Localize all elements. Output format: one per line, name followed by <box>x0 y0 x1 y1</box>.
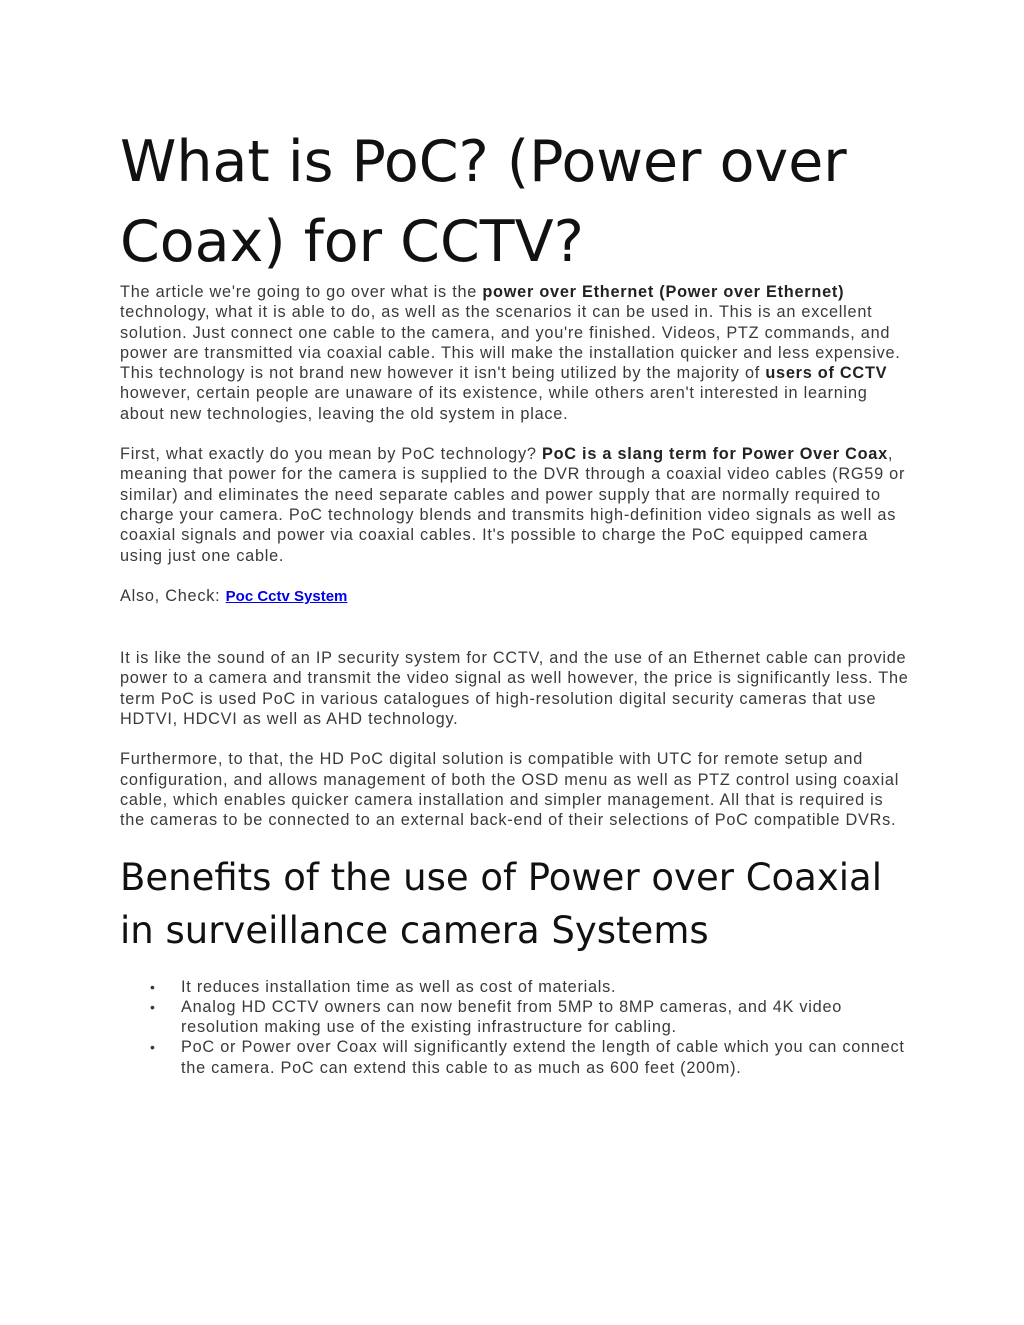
definition-text-2: , meaning that power for the camera is supplied to the DVR through a coaxial video cables (RG59 or similar) and eliminates the need separate cables and power supply that are normally required to charge your camera. PoC technology blends and transmits high-definition video signals as well as coaxial signals and power via coaxial cables. It's possible to charge the PoC equipped camera using just one cable. <box>120 445 906 565</box>
benefits-list <box>120 977 910 1078</box>
hd-poc-paragraph: Furthermore, to that, the HD PoC digital solution is compatible with UTC for remote setup and configuration, and allows management of both the OSD menu as well as PTZ control using coaxial cable, which enables quicker camera installation and simpler management. All that is required is the cameras to be connected to an external back-end of their selections of PoC compatible DVRs. <box>120 750 900 830</box>
intro-text-2: technology, what it is able to do, as well as the scenarios it can be used in. This is an excellent solution. Just connect one cable to the camera, and you're finished. Videos, PTZ commands, and power are transmitted via coaxial cable. This will make the installation quicker and less expensive. This technology is not brand new however it isn't being utilized by the majority of <box>120 303 901 383</box>
definition-paragraph <box>120 444 910 566</box>
definition-text-1: First, what exactly do you mean by PoC technology? <box>120 445 542 464</box>
intro-bold-cctv-users: users of CCTV <box>765 364 888 383</box>
list-item <box>150 977 910 997</box>
intro-paragraph <box>120 282 910 424</box>
intro-bold-poe: power over Ethernet (Power over Ethernet) <box>482 283 845 301</box>
intro-text-3: however, certain people are unaware of its existence, while others aren't interested in learning about new technologies, leaving the old system in place. <box>120 384 868 423</box>
intro-text-1: The article we're going to go over what is the <box>120 283 483 301</box>
ip-comparison-paragraph: It is like the sound of an IP security system for CCTV, and the use of an Ethernet cable can provide power to a camera and transmit the video signal as well however, the price is significantly less. The term PoC is used PoC in various catalogues of high-resolution digital security cameras that use HDTVI, HDCVI as well as AHD technology. <box>120 649 909 729</box>
benefit-text: PoC or Power over Coax will significantly extend the length of cable which you can connect the camera. PoC can extend this cable to as much as 600 feet (200m). <box>181 1038 905 1077</box>
spacer <box>120 627 910 648</box>
benefit-text: Analog HD CCTV owners can now benefit from 5MP to 8MP cameras, and 4K video resolution making use of the existing infrastructure for cabling. <box>181 997 843 1037</box>
poc-cctv-system-link[interactable]: Poc Cctv System <box>225 587 348 605</box>
also-check-line <box>120 586 910 607</box>
benefit-text: It reduces installation time as well as cost of materials. <box>181 977 617 996</box>
article-body <box>120 122 910 1078</box>
bullet-icon: • <box>150 1039 156 1056</box>
list-item <box>150 1037 910 1078</box>
bullet-icon: • <box>150 978 156 995</box>
list-item <box>150 997 910 1038</box>
page-title: What is PoC? (Power over Coax) for CCTV? <box>120 129 847 275</box>
also-check-label: Also, Check: <box>120 586 226 605</box>
bullet-icon: • <box>150 998 156 1015</box>
benefits-heading: Benefits of the use of Power over Coaxial in surveillance camera Systems <box>120 855 882 952</box>
definition-bold: PoC is a slang term for Power Over Coax <box>541 445 888 464</box>
